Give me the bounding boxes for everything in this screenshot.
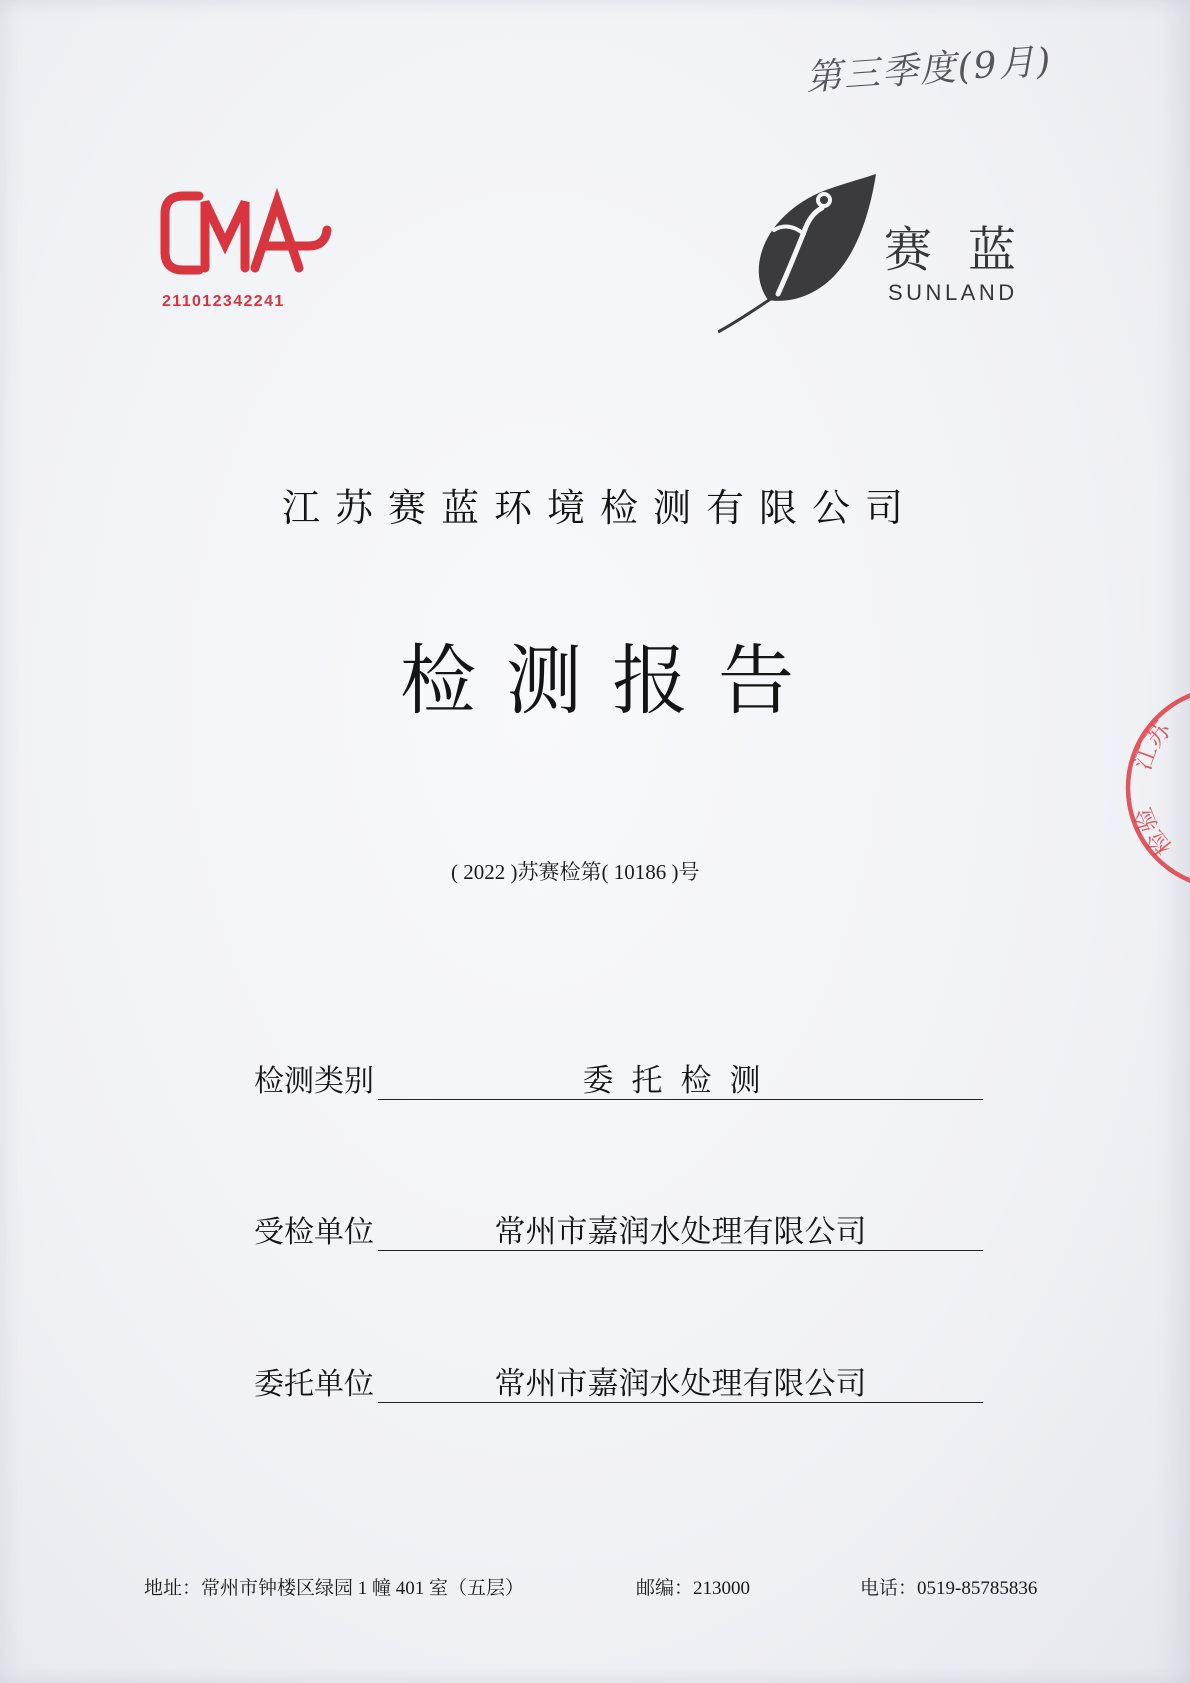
field-label: 检测类别 <box>254 1064 374 1099</box>
footer-address: 地址：常州市钟楼区绿园 1 幢 401 室（五层） <box>144 1578 525 1599</box>
company-seal-stamp <box>1110 680 1190 895</box>
field-row-commissioning-unit <box>254 1365 983 1403</box>
field-value: 委托检测 <box>378 1063 983 1100</box>
stamp-text-lower: 检验 <box>1128 803 1178 861</box>
report-title: 检测报告 <box>400 636 824 725</box>
field-label: 受检单位 <box>254 1215 374 1250</box>
cma-certificate-number: 211012342241 <box>162 293 285 310</box>
report-number: ( 2022 )苏赛检第( 10186 )号 <box>451 860 700 884</box>
stamp-text-upper: 江苏 <box>1128 716 1177 774</box>
field-value: 常州市嘉润水处理有限公司 <box>378 1366 983 1403</box>
field-row-inspection-type <box>254 1062 983 1100</box>
cma-certification-logo-icon <box>159 188 335 312</box>
field-value: 常州市嘉润水处理有限公司 <box>378 1214 983 1251</box>
sunland-leaf-logo-icon <box>718 172 878 334</box>
footer-postcode: 邮编：213000 <box>636 1578 751 1599</box>
brand-name-english: SUNLAND <box>888 280 1018 305</box>
footer-phone: 电话：0519-85785836 <box>860 1578 1038 1599</box>
handwritten-note: 第三季度(9月) <box>804 40 1054 99</box>
company-name-heading: 江苏赛蓝环境检测有限公司 <box>282 486 919 530</box>
svg-text:检验 <box>1129 804 1178 861</box>
brand-name-chinese: 赛蓝 <box>884 222 1053 278</box>
field-label: 委托单位 <box>254 1367 374 1402</box>
field-row-inspected-unit <box>254 1213 983 1251</box>
svg-text:江苏 <box>1128 715 1177 773</box>
